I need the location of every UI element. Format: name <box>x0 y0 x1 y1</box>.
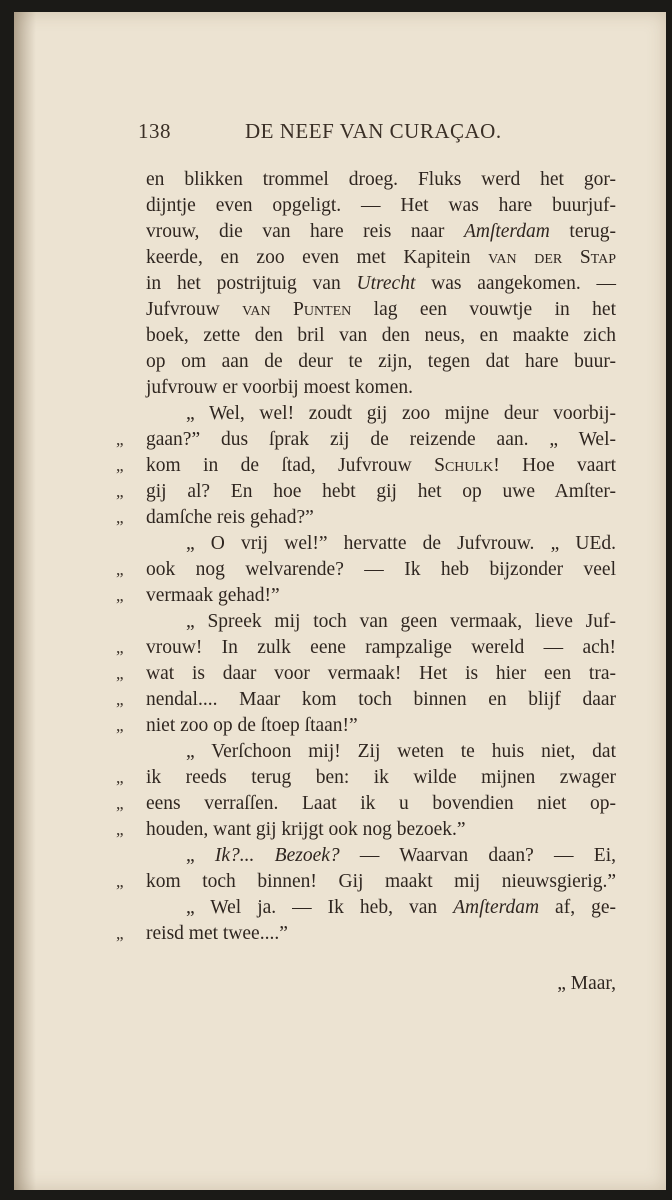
text-line: nendal.... Maar kom toch binnen en blijf daar <box>146 689 616 710</box>
margin-quote-mark: „ <box>116 638 124 657</box>
text-line: reisd met twee....” <box>146 923 288 944</box>
text-line: boek, zette den bril van den neus, en maakte zich <box>146 325 616 346</box>
page-gutter-shadow <box>14 12 36 1190</box>
text-line: dijntje even opgeligt. — Het was hare buurjuf- <box>146 195 616 216</box>
catchword: „ Maar, <box>557 973 616 994</box>
text-line: „ O vrij wel!” hervatte de Jufvrouw. „ UEd. <box>186 533 616 554</box>
text-line: „ Wel ja. — Ik heb, van Amſterdam af, ge- <box>186 897 616 918</box>
text-line: kom in de ſtad, Jufvrouw Schulk! Hoe vaart <box>146 455 616 476</box>
margin-quote-mark: „ <box>116 794 124 813</box>
margin-quote-mark: „ <box>116 664 124 683</box>
text-line: gij al? En hoe hebt gij het op uwe Amſter- <box>146 481 616 502</box>
text-line: damſche reis gehad?” <box>146 507 314 528</box>
margin-quote-mark: „ <box>116 820 124 839</box>
text-line: keerde, en zoo even met Kapitein van der Stap <box>146 247 616 268</box>
text-line: „ Spreek mij toch van geen vermaak, lieve Juf- <box>186 611 616 632</box>
margin-quote-mark: „ <box>116 586 124 605</box>
margin-quote-mark: „ <box>116 456 124 475</box>
margin-quote-mark: „ <box>116 872 124 891</box>
text-line: en blikken trommel droeg. Fluks werd het gor- <box>146 169 616 190</box>
running-title: DE NEEF VAN CURAÇAO. <box>245 119 502 143</box>
book-page <box>14 12 666 1190</box>
text-line: gaan?” dus ſprak zij de reizende aan. „ Wel- <box>146 429 616 450</box>
margin-quote-mark: „ <box>116 716 124 735</box>
text-line: vrouw! In zulk eene rampzalige wereld — ach! <box>146 637 616 658</box>
text-line: jufvrouw er voorbij moest komen. <box>146 377 413 398</box>
text-line: niet zoo op de ſtoep ſtaan!” <box>146 715 358 736</box>
text-line: „ Verſchoon mij! Zij weten te huis niet, dat <box>186 741 616 762</box>
text-line: Jufvrouw van Punten lag een vouwtje in het <box>146 299 616 320</box>
text-line: kom toch binnen! Gij maakt mij nieuwsgierig.” <box>146 871 616 892</box>
text-line: ik reeds terug ben: ik wilde mijnen zwager <box>146 767 616 788</box>
text-line: eens verraſſen. Laat ik u bovendien niet op- <box>146 793 616 814</box>
text-line: ook nog welvarende? — Ik heb bijzonder veel <box>146 559 616 580</box>
margin-quote-mark: „ <box>116 508 124 527</box>
text-line: wat is daar voor vermaak! Het is hier een tra- <box>146 663 616 684</box>
page-number: 138 <box>138 119 171 143</box>
text-line: op om aan de deur te zijn, tegen dat hare buur- <box>146 351 616 372</box>
text-line: houden, want gij krijgt ook nog bezoek.” <box>146 819 466 840</box>
margin-quote-mark: „ <box>116 560 124 579</box>
text-line: „ Wel, wel! zoudt gij zoo mijne deur voorbij- <box>186 403 616 424</box>
margin-quote-mark: „ <box>116 430 124 449</box>
margin-quote-mark: „ <box>116 482 124 501</box>
margin-quote-mark: „ <box>116 768 124 787</box>
text-line: in het postrijtuig van Utrecht was aangekomen. — <box>146 273 616 294</box>
margin-quote-mark: „ <box>116 690 124 709</box>
margin-quote-mark: „ <box>116 924 124 943</box>
text-line: vrouw, die van hare reis naar Amſterdam terug- <box>146 221 616 242</box>
text-line: vermaak gehad!” <box>146 585 280 606</box>
text-line: „ Ik?... Bezoek? — Waarvan daan? — Ei, <box>186 845 616 866</box>
